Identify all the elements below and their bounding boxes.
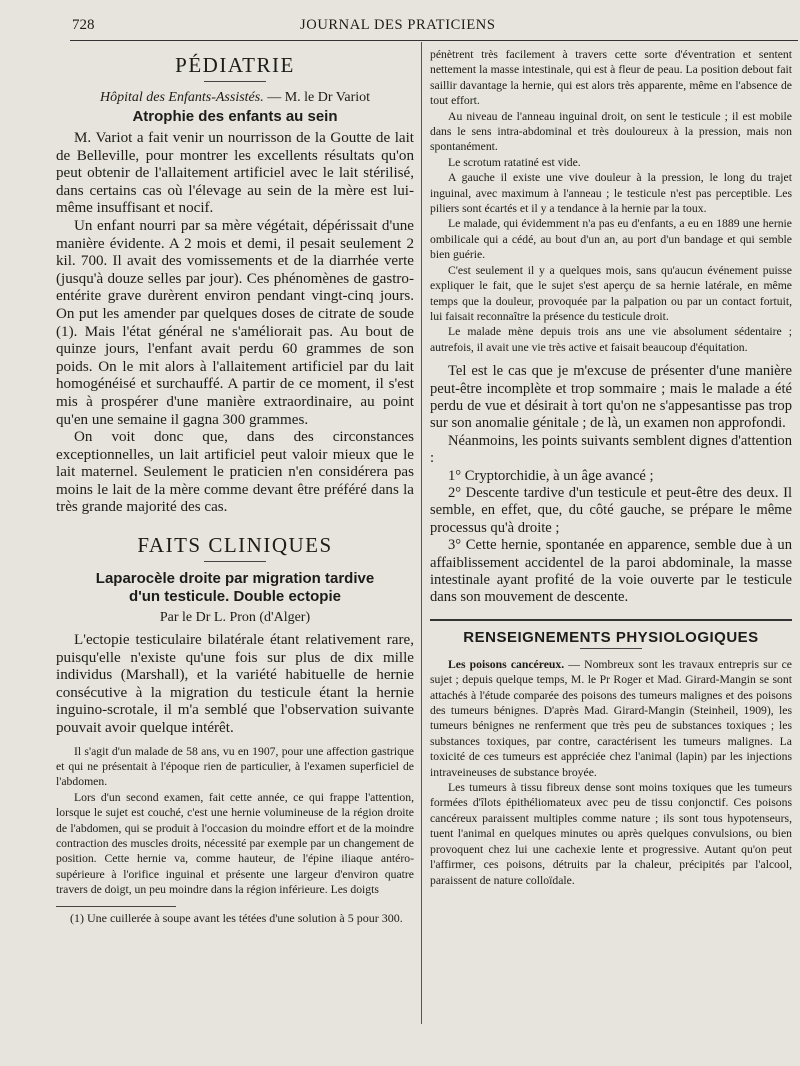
left-column <box>56 47 414 925</box>
section-rule <box>580 648 642 649</box>
paragraph: A gauche il existe une vive douleur à la pression, le long du trajet inguinal, avec maximum à l'anneau ; le testicule n'est pas perceptible. Les piliers sont écartés et il y a tendance à la hernie par la toux. <box>430 171 792 216</box>
footnote-rule <box>56 906 176 907</box>
section-rule <box>204 561 266 562</box>
paragraph: C'est seulement il y a quelques mois, sans qu'aucun événement puisse expliquer le fait, que le sujet s'est aperçu de sa hernie latérale, en même temps que la douleur, provoquée par la palpation ou par un contact fortuit, lui faisait reconnaître la présence du testicule droit. <box>430 263 792 323</box>
paragraph: Au niveau de l'anneau inguinal droit, on sent le testicule ; il est mobile dans le sens intra-abdominal et très douloureux à la pression, mais non spontanément. <box>430 109 792 154</box>
page-number: 728 <box>72 17 95 33</box>
paragraph: Les tumeurs à tissu fibreux dense sont moins toxiques que les tumeurs formées d'îlots épithéliomateux avec peu de tissu conjonctif. Ces poisons cancéreux paraissent multiples comme nature ; ils sont tous hypotenseurs, tuent l'animal en quelques minutes ou après quelques convulsions, ou bien provoquent chez lui une cachexie lente et progressive. Autant qu'on peut l'affirmer, ces poisons, détruits par la chaleur, précipités par l'alcool, paraissent de nature colloïdale. <box>430 781 792 887</box>
running-head: JOURNAL DES PRATICIENS <box>300 17 496 33</box>
paragraph-text: — Nombreux sont les travaux entrepris sur ce sujet ; depuis quelque temps, M. le Pr Roger et Mad. Girard-Mangin se sont attachés à l'étude comparée des poisons des tumeurs malignes et des poisons des tumeurs bénignes. D'après Mad. Girard-Mangin (Steinheil, 1909), les tumeurs bénignes ne renferment que très peu de substances toxiques ; les substances toxiques, par contre, caractérisent les tumeurs malignes. La toxicité de ces tumeurs est appréciée chez l'animal (lapin) par les injections intraveineuses de substance broyée. <box>430 657 792 779</box>
article-title-atrophie: Atrophie des enfants au sein <box>132 108 338 125</box>
paragraph: M. Variot a fait venir un nourrisson de la Goutte de lait de Belleville, pour montrer les excellents résultats qu'on peut obtenir de l'allaitement artificiel avec le lait stérilisé, dans certains cas où l'élevage au sein de la mère est lui-même insuffisant et nocif. <box>56 130 414 217</box>
paragraph: Néanmoins, les points suivants semblent dignes d'attention : <box>430 432 792 467</box>
paragraph: Le malade, qui évidemment n'a pas eu d'enfants, a eu en 1889 une hernie ombilicale qui a cédé, au bout d'un an, au port d'un bandage et qui semble bien guérie. <box>430 217 792 262</box>
title-line: d'un testicule. Double ectopie <box>129 588 341 606</box>
column-divider <box>421 42 422 1024</box>
list-item: 3° Cette hernie, spontanée en apparence, semble due à un affaiblissement accidentel de la paroi abdominale, la masse intestinale ayant profité de la voie ouverte par le testicule dans son mouvement de descente. <box>430 537 792 606</box>
lead-title: Les poisons cancéreux. <box>448 657 565 671</box>
list-item: 2° Descente tardive d'un testicule et peut-être des deux. Il semble, en effet, que, du côté gauche, se prépare le même processus qu'à droite ; <box>430 484 792 536</box>
paragraph: Il s'agit d'un malade de 58 ans, vu en 1907, pour une affection gastrique et qui ne présentait à l'époque rien de particulier, à l'examen superficiel de l'abdomen. <box>56 744 414 789</box>
section-title-pediatrie: PÉDIATRIE <box>175 53 295 77</box>
paragraph: pénètrent très facilement à travers cette sorte d'éventration et sentent nettement la masse intestinale, qui est à fleur de peau. La position debout fait saillir davantage la hernie, qui est alors très apparente, même en l'absence de tout effort. <box>430 48 792 108</box>
paragraph: Lors d'un second examen, fait cette année, ce qui frappe l'attention, lorsque le sujet est couché, c'est une hernie volumineuse de la région droite de l'abdomen, qui se produit à l'occasion du moindre effort et de la moindre contraction des muscles droits, nécessité par exemple par un changement de position. Cette hernie va, comme hauteur, de l'épine iliaque antéro-supérieure à l'orifice inguinal et présente une largeur d'environ quatre travers de doigt, un peu moindre dans la région inférieure. Les doigts <box>56 790 414 897</box>
paragraph: L'ectopie testiculaire bilatérale étant relativement rare, puisqu'elle n'existe qu'une fois sur plus de dix mille individus (Marshall), et la variété habituelle de hernie consécutive à la migration du testicule étant la hernie inguino-scrotale, il m'a semblé que l'observation suivante pouvait avoir quelque intérêt. <box>56 632 414 737</box>
list-item: 1° Cryptorchidie, à un âge avancé ; <box>448 467 654 484</box>
title-line: Laparocèle droite par migration tardive <box>95 570 375 588</box>
paragraph: Le scrotum ratatiné est vide. <box>448 155 581 169</box>
spacer <box>56 517 414 527</box>
paragraph: Le malade mène depuis trois ans une vie absolument sédentaire ; autrefois, il avait une vie très active et faisait beaucoup d'équitation. <box>430 325 792 354</box>
paragraph: On voit donc que, dans des circonstances exceptionnelles, un lait artificiel peut valoir mieux que le lait maternel. Seulement le praticien n'en considérera pas moins le lait de la mère comme devant être préféré dans la très grande majorité des cas. <box>56 429 414 516</box>
paragraph: Un enfant nourri par sa mère végétait, dépérissait d'une manière évidente. A 2 mois et demi, il pesait seulement 2 kil. 700. Il avait des vomissements et de la diarrhée verte (jusqu'à douze selles par jour). Ces phénomènes de gastro-entérite grave durèrent environ pendant vingt-cinq jours. On put les amender par quelques doses de citrate de soude (1). Mais l'état général ne s'améliorait pas. Au bout de quinze jours, l'enfant avait perdu 60 grammes de son poids. On le mit alors à l'allaitement artificiel par du lait homogénéisé et surchauffé. A partir de ce moment, il s'est mis à prospérer d'une manière extraordinaire, au point qu'en une semaine il gagna 300 grammes. <box>56 217 414 428</box>
section-title-faits-cliniques: FAITS CLINIQUES <box>137 533 333 558</box>
section-rule <box>204 81 266 82</box>
header-rule <box>70 40 798 41</box>
hospital-name: Hôpital des Enfants-Assistés. <box>99 90 264 105</box>
author-name: — M. le Dr Variot <box>263 90 371 105</box>
spacer <box>430 355 792 363</box>
article-title-laparocele <box>56 570 414 606</box>
byline: Par le Dr L. Pron (d'Alger) <box>159 610 311 626</box>
paragraph <box>430 657 792 780</box>
right-column <box>430 47 792 888</box>
section-title-renseignements: RENSEIGNEMENTS PHYSIOLOGIQUES <box>430 619 792 646</box>
article-source <box>56 90 414 106</box>
footnote: (1) Une cuillerée à soupe avant les tétées d'une solution à 5 pour 300. <box>70 910 403 925</box>
paragraph: Tel est le cas que je m'excuse de présenter d'une manière peut-être incomplète et trop sommaire ; mais le malade a été perdu de vue et désirait à tort qu'on ne s'appesantisse pas trop sur son anomalie génitale ; de là, un examen non approfondi. <box>430 363 792 432</box>
